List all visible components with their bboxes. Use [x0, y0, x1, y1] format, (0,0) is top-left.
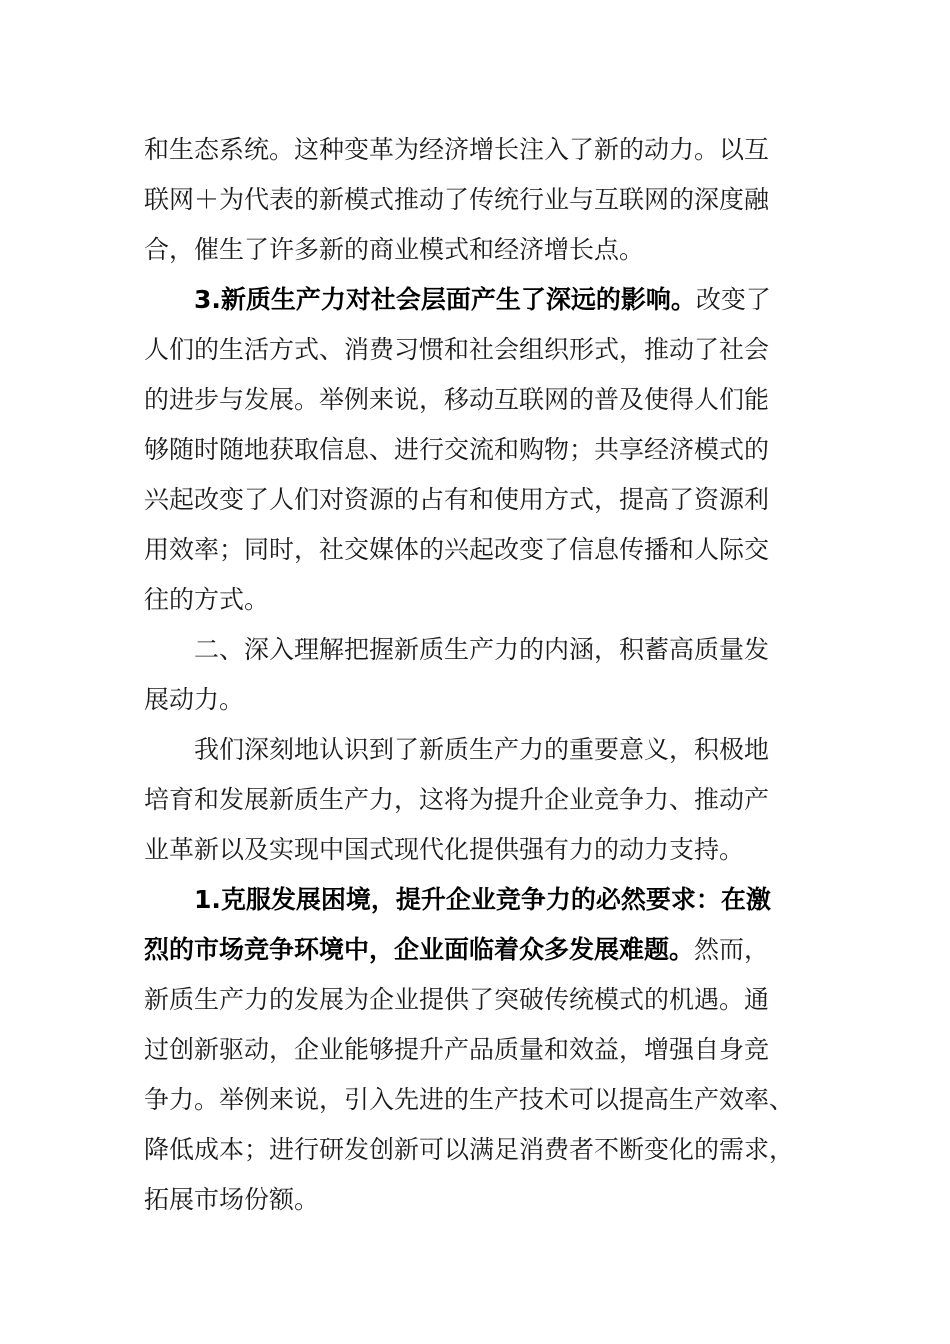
- paragraph-line: 我们深刻地认识到了新质生产力的重要意义，积极地: [194, 735, 770, 764]
- paragraph-line: 够随时随地获取信息、进行交流和购物；共享经济模式的: [144, 435, 770, 464]
- paragraph-line: 业革新以及实现中国式现代化提供强有力的动力支持。: [144, 835, 745, 864]
- paragraph-line: 培育和发展新质生产力，这将为提升企业竞争力、推动产: [144, 785, 770, 814]
- section-heading: 二、深入理解把握新质生产力的内涵，积蓄高质量发: [194, 635, 770, 664]
- paragraph-line: 新质生产力的发展为企业提供了突破传统模式的机遇。通: [144, 985, 770, 1014]
- paragraph-text: 然而，: [694, 935, 770, 964]
- paragraph-line: 用效率；同时，社交媒体的兴起改变了信息传播和人际交: [144, 535, 770, 564]
- section-heading: 展动力。: [144, 685, 245, 714]
- paragraph-line: 往的方式。: [144, 585, 270, 614]
- paragraph-heading: 烈的市场竞争环境中，企业面临着众多发展难题。: [144, 935, 695, 964]
- paragraph-line: 过创新驱动，企业能够提升产品质量和效益，增强自身竞: [144, 1035, 770, 1064]
- paragraph-line: 的进步与发展。举例来说，移动互联网的普及使得人们能: [144, 385, 770, 414]
- paragraph-text: 改变了: [695, 285, 771, 314]
- paragraph-heading: 3.新质生产力对社会层面产生了深远的影响。: [194, 285, 696, 314]
- paragraph-line: 合，催生了许多新的商业模式和经济增长点。: [144, 235, 645, 264]
- paragraph-line: 拓展市场份额。: [144, 1185, 320, 1214]
- paragraph-line: 争力。举例来说，引入先进的生产技术可以提高生产效率、: [144, 1085, 795, 1114]
- paragraph-line: 降低成本；进行研发创新可以满足消费者不断变化的需求，: [144, 1135, 795, 1164]
- paragraph-heading: 1.克服发展困境，提升企业竞争力的必然要求：在激: [194, 885, 771, 914]
- paragraph-line: [144, 933, 769, 967]
- paragraph-line: [194, 283, 771, 317]
- paragraph-line: 人们的生活方式、消费习惯和社会组织形式，推动了社会: [144, 335, 770, 364]
- paragraph-line: 联网＋为代表的新模式推动了传统行业与互联网的深度融: [144, 185, 770, 214]
- paragraph-line: 和生态系统。这种变革为经济增长注入了新的动力。以互: [144, 135, 770, 164]
- paragraph-line: 兴起改变了人们对资源的占有和使用方式，提高了资源利: [144, 485, 770, 514]
